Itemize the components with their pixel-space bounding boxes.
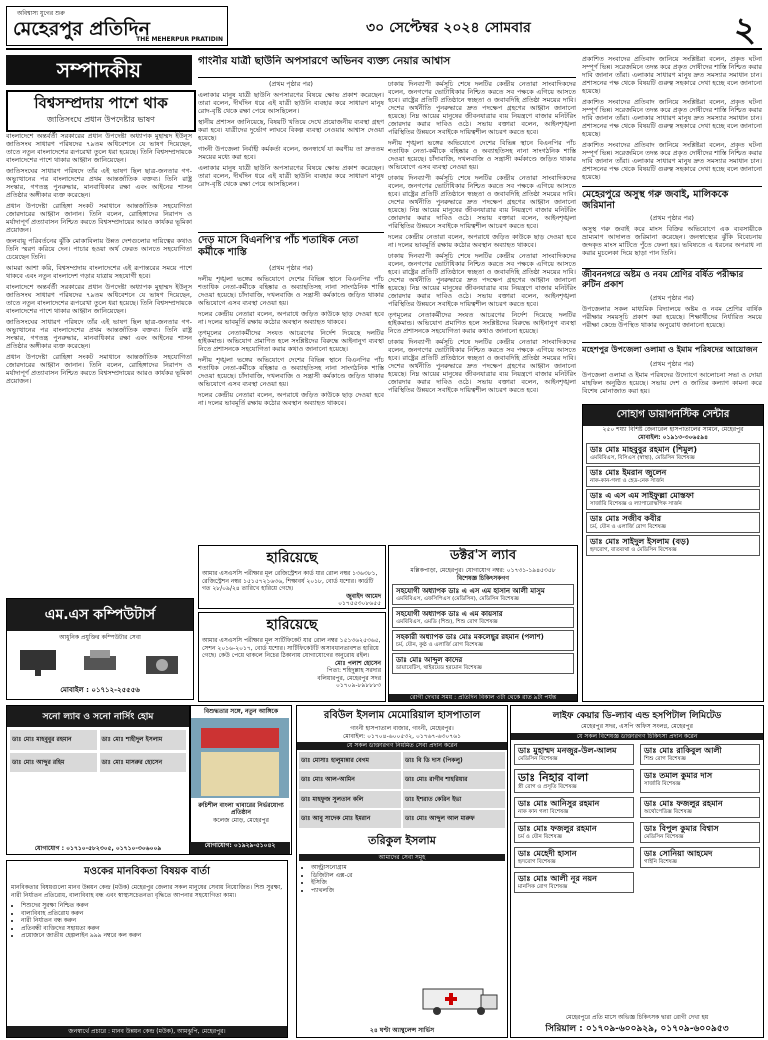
ad-lifecare-hospital	[510, 705, 764, 1038]
ad-doctors-lab-footer: রোগী দেখার সময় : প্রতিদিন বিকাল ৩টা থেকে রাত ৯টা পর্যন্ত	[389, 694, 577, 702]
ad-doctors-lab-section: বিশেষজ্ঞ চিকিৎসকগণ	[457, 574, 509, 582]
paper-name: মেহেরপুর প্রতিদিন	[13, 18, 150, 40]
editorial-paragraph: আমরা আশা করি, বিশ্বসম্প্রদায় বাংলাদেশের এই রূপান্তরের সময়ে পাশে থাকবে এবং নতুন বাংলাদেশ গড়ার যাত্রায় সহযোগী হবে।	[6, 264, 192, 280]
editorial-subhead: জাতিসংঘে প্রধান উপদেষ্টার ভাষণ	[47, 115, 155, 125]
ad-computers-contact: মোবাইল : ০১৭১২-২৫৫৫৬	[60, 685, 140, 694]
mid-paragraph: দলের কেন্দ্রীয় নেতারা বলেন, অপরাধে জড়িত কাউকে ছাড় দেওয়া হবে না। দলের ভাবমূর্তি রক্ষায় কঠোর অবস্থান অব্যাহত থাকবে।	[388, 233, 576, 249]
editorial-paragraph: জাতিসংঘের সাধারণ পরিষদে তাঁর এই ভাষণ ছিল ছাত্র-জনতার গণ-অভ্যুত্থানের পর বাংলাদেশের প্রথম আন্তর্জাতিক বক্তব্য। তিনি রাষ্ট্র সংস্কার, গণতন্ত্র পুনরুদ্ধার, মানবাধিকার রক্ষা এবং আইনের শাসন প্রতিষ্ঠার অঙ্গীকার ব্যক্ত করেছেন।	[6, 167, 192, 199]
lost-notice-1	[198, 545, 386, 609]
story2-headline: দেড় মাসে বিএনপি'র পাঁচ শতাধিক নেতা কর্মীকে শাস্তি	[198, 235, 359, 258]
ad-rabiul-services-title: আমাদের সেবা সমূহ	[299, 854, 505, 862]
doctor-name: ডাঃ মোসাঃ হালুমান্নার বেগম	[299, 752, 401, 770]
lead-paragraph: গাংনী উপজেলা নির্বাহী কর্মকর্তা বলেন, জনস্বার্থে যা করণীয় তা দ্রুততম সময়ের মধ্যে করা হবে।	[198, 145, 384, 161]
editorial-paragraph: বাংলাদেশে অন্তর্বর্তী সরকারের প্রধান উপদেষ্টা অধ্যাপক মুহাম্মদ ইউনূস জাতিসংঘ সাধারণ পরিষদের ৭৯তম অধিবেশনে যে ভাষণ দিয়েছেন, তাতে নতুন বাংলাদেশের রূপরেখা তুলে ধরা হয়েছে। তিনি বিশ্বসম্প্রদায়কে বাংলাদেশের পাশে থাকার আহ্বান জানিয়েছেন।	[6, 283, 192, 315]
doctor-name: ডাঃ মোঃ আব্দুল কাদের	[396, 656, 463, 664]
ad-doctors-lab-address: মল্লিকপাড়া, মেহেরপুর। যোগাযোগ নম্বর: ০১৭৩১-১৯৪৫৩৫৮	[410, 567, 556, 574]
doctor-name: ডাঃ মোঃ সাইদুল ইসলাম (বড়)	[590, 537, 690, 546]
doctor-entry	[586, 512, 760, 533]
doctor-desc: নাক-কান-গলা ও হেড-নেক সার্জন	[590, 478, 664, 484]
date-line: ৩০ সেপ্টেম্বর ২০২৪ সোমবার	[366, 20, 531, 36]
monitor-icon	[18, 648, 58, 678]
doctor-name: ডাঃ মোঃ ইমরান জুলেন	[590, 468, 667, 477]
doctor-desc: স্ত্রী রোগ ও প্রসূতি বিশেষজ্ঞ	[518, 784, 577, 790]
lost-name: মোঃ পলাশ হোসেন	[335, 659, 381, 667]
doctor-name: ডাঃ এ এস এম সাইফুল্লা মোস্তফা	[590, 491, 694, 500]
list-item: • প্যাথলজি	[311, 887, 507, 895]
ad-sono-doctors	[7, 727, 189, 775]
lead-cont: (প্রথম পৃষ্ঠার পর)	[269, 80, 313, 88]
ad-rabiul-hospital	[296, 705, 508, 1038]
story4-cont: (প্রথম পৃষ্ঠার পর)	[650, 294, 694, 302]
ad-sohag-address: ২৫০ শয্যা বিশিষ্ট জেনারেল হাসপাতালের সামনে, মেহেরপুর	[602, 426, 744, 433]
doctor-desc: সার্জারি বিশেষজ্ঞ ও ল্যাপারোস্কপিক সার্জন	[590, 501, 682, 507]
ad-sohag-contact: মোবাইল: ০১৯১৩-৩০৬৫৯৪	[637, 433, 709, 441]
story3-cont: (প্রথম পৃষ্ঠার পর)	[650, 214, 694, 222]
doctor-entry	[514, 769, 634, 793]
doctor-desc: মেডিসিন বিশেষজ্ঞ	[644, 834, 684, 840]
ad-human-body: মানবিকতার বিষয়গুলো মানব উন্নয়ন কেন্দ্র (মউক) মেহেরপুর জেলার সকল মানুষের সেবায় নিয়োজিত। শিশু সুরক্ষা, নারী নির্যাতন প্রতিরোধ, বাল্যবিবাহ বন্ধ এবং স্বাস্থ্যসচেতনতা বৃদ্ধিতে আপনার সহযোগিতা কাম্য।	[11, 884, 283, 899]
doctor-desc: চর্ম, যৌন ও এলার্জি রোগ বিশেষজ্ঞ	[590, 524, 667, 530]
story5-headline-box	[582, 342, 762, 359]
ad-doctors-lab	[388, 545, 578, 702]
doctor-entry	[392, 607, 574, 628]
ad-restaurant-title: বিশুদ্ধতার সঙ্গে, নতুন আঙ্গিকে	[203, 708, 279, 715]
ad-lifecare-address: মেহেরপুর সদর, এসপি অফিস সংলগ্ন, মেহেরপুর	[581, 723, 693, 730]
doctor-name: ডাঃ মোঃ সজীব কবীর	[590, 514, 662, 523]
lost-notice-2	[198, 612, 386, 702]
ad-sono-doctor: ডাঃ মোঃ মাসরুর হোসেন	[100, 753, 187, 773]
ad-restaurant	[190, 705, 292, 855]
doctor-entry	[586, 535, 760, 556]
ad-doctors-lab-title: ডক্টর'স ল্যাব	[449, 548, 517, 563]
ad-rabiul-section: যে সকল ডাক্তারগণ নিয়মিত সেবা প্রদান করেন	[297, 742, 507, 750]
story2-body	[198, 264, 384, 540]
doctor-name: ডাঃ মাহফুজ সুলতান কলি	[299, 791, 401, 809]
doctor-entry	[392, 653, 574, 674]
doctor-desc: এমবিবিএস, বিসিএস (স্বাস্থ্য), মেডিসিন বিশেষজ্ঞ	[590, 455, 695, 461]
ad-lifecare-section: যে সকল বিশেষজ্ঞ ডাক্তারগণ চিকিৎসা প্রদান করেন	[511, 733, 763, 741]
doctor-desc: সার্জারি বিশেষজ্ঞ	[644, 781, 681, 787]
ad-computers-subtitle: আধুনিক প্রযুক্তির কম্পিউটার সেবা	[59, 634, 141, 641]
lost-phone: ০১৭৫৫৩০৮৬৫৫	[338, 600, 381, 607]
ad-human-title: মওকের মানবিকতা বিষয়ক বার্তা	[84, 866, 210, 877]
doctor-desc: নাক কান গলা বিশেষজ্ঞ	[518, 809, 569, 815]
ad-sono-contact: যোগাযোগ : ০১৭১০-৫৮২৩০৫, ০১৭১০-৩০৬০০৯	[34, 844, 162, 852]
lost-phone: ০১৭০৯-৮৯৮৮৮৩	[335, 682, 381, 689]
list-item: • বাল্যবিবাহ প্রতিরোধ করুন	[21, 910, 287, 918]
list-item: • প্রতিবন্ধী ব্যক্তিদের সহায়তা করুন	[21, 925, 287, 933]
doctor-desc: চর্ম, যৌন, কুষ্ঠ ও এলার্জি রোগ বিশেষজ্ঞ	[396, 642, 483, 648]
doctor-entry	[640, 769, 760, 793]
ad-lifecare-serial: সিরিয়াল : ০১৭০৯-৬০০৯২৯, ০১৭০৯-৬০০৯৫৩	[545, 1024, 729, 1034]
doctor-name: সহযোগী অধ্যাপক ডাঃ এ এস এম হাসান আলী মাসুম	[396, 587, 545, 595]
doctor-entry	[514, 822, 634, 843]
ad-computers-devices	[7, 648, 193, 678]
ad-rabiul-doctors	[297, 752, 507, 828]
editorial-paragraph: বাংলাদেশে অন্তর্বর্তী সরকারের প্রধান উপদেষ্টা অধ্যাপক মুহাম্মদ ইউনূস জাতিসংঘ সাধারণ পরিষদের ৭৯তম অধিবেশনে যে ভাষণ দিয়েছেন, তাতে নতুন বাংলাদেশের রূপরেখা তুলে ধরা হয়েছে। তিনি বিশ্বসম্প্রদায়কে বাংলাদেশের পাশে থাকার আহ্বান জানিয়েছেন।	[6, 132, 192, 164]
story2-cont: (প্রথম পৃষ্ঠার পর)	[269, 264, 313, 272]
doctor-name: ডাঃ মোঃ রাকিবুল আলী	[644, 746, 722, 755]
ad-restaurant-address: কলেজ মোড়, মেহেরপুর	[213, 816, 269, 824]
ad-rabiul-contact: মোবাইল: ০১৭০৪-৬০০৫৩২, ০১৭৬৭-৬৩০৭৬১	[342, 732, 462, 740]
ad-lifecare-title: লাইফ কেয়ার ডি-ল্যাব এন্ড হসপিটাল লিমিটেড	[552, 711, 722, 721]
story5-body	[582, 360, 762, 400]
doctor-entry	[392, 584, 574, 605]
mid-paragraph: দলীয় শৃঙ্খলা ভঙ্গের অভিযোগে দেশের বিভিন্ন স্থানে বিএনপির পাঁচ শতাধিক নেতা-কর্মীকে বহিষ্কার ও অব্যাহতিসহ নানা সাংগঠনিক শাস্তি দেওয়া হয়েছে। চাঁদাবাজি, দখলবাজি ও সন্ত্রাসী কর্মকাণ্ডে জড়িত থাকার অভিযোগে এসব ব্যবস্থা নেওয়া হয়।	[388, 139, 576, 171]
editorial-paragraph: জাতিসংঘের সাধারণ পরিষদে তাঁর এই ভাষণ ছিল ছাত্র-জনতার গণ-অভ্যুত্থানের পর বাংলাদেশের প্রথম আন্তর্জাতিক বক্তব্য। তিনি রাষ্ট্র সংস্কার, গণতন্ত্র পুনরুদ্ধার, মানবাধিকার রক্ষা এবং আইনের শাসন প্রতিষ্ঠার অঙ্গীকার ব্যক্ত করেছেন।	[6, 318, 192, 350]
lead-paragraph: এলাকার মানুষ যাত্রী ছাউনি অপসারণের বিষয়ে ক্ষোভ প্রকাশ করেছেন। তারা বলেন, দীর্ঘদিন ধরে এই যাত্রী ছাউনি ব্যবহার করে সাধারণ মানুষ রোদ-বৃষ্টি থেকে রক্ষা পেয়ে আসছিলেন।	[198, 91, 384, 115]
ad-human-footer: জনস্বার্থে প্রচারে : মানব উন্নয়ন কেন্দ্র (মউক), আমঝুপি, মেহেরপুর।	[7, 1026, 287, 1038]
doctor-entry	[640, 744, 760, 765]
lead-headline: গাংনীর যাত্রী ছাউনি অপসারণে অভিনব ব্যক্ত্য নেয়ার আশ্বাস	[198, 55, 451, 67]
story2-headline-box	[198, 232, 384, 263]
doctor-name: ডাঃ মোঃ ফজলুর রহমান	[518, 824, 597, 833]
ad-sohag-diagnostic	[582, 404, 764, 702]
doctor-entry	[514, 744, 634, 765]
editorial-headline: বিশ্বসম্প্রদায় পাশে থাক	[34, 94, 168, 112]
list-item: • প্রয়োজনে জাতীয় হেল্পলাইন ৯৯৯ নম্বরে কল করুন	[21, 932, 287, 940]
camera-icon	[142, 648, 182, 678]
editorial-body	[6, 132, 192, 592]
doctor-name: ডাঃ বি ডি দাস (পিকলু)	[403, 752, 505, 770]
mid-paragraph: ঢাকায় দিনব্যাপী কর্মসূচি শেষে দলটির কেন্দ্রীয় নেতারা সাংবাদিকদের বলেন, জনগণের ভোটাধিকার নিশ্চিত করতে সব পক্ষকে এগিয়ে আসতে হবে। রাষ্ট্রের প্রতিটি প্রতিষ্ঠানে স্বচ্ছতা ও জবাবদিহি প্রতিষ্ঠা সময়ের দাবি। দেশের অর্থনীতি পুনরুদ্ধারে দ্রুত পদক্ষেপ গ্রহণের আহ্বান জানানো হয়েছে। নিম্ন আয়ের মানুষের জীবনযাত্রার ব্যয় নিয়ন্ত্রণে বাজার মনিটরিং জোরদার করার দাবিও ওঠে। সভায় বক্তারা বলেন, আইনশৃঙ্খলা পরিস্থিতির উন্নয়নে সবাইকে দায়িত্বশীল আচরণ করতে হবে।	[388, 252, 576, 308]
story4-paragraph: উপজেলার সকল মাধ্যমিক বিদ্যালয়ে অষ্টম ও নবম শ্রেণির বার্ষিক পরীক্ষার সময়সূচি প্রকাশ করা হয়েছে। শিক্ষার্থীদের নির্ধারিত সময়ে পরীক্ষা কেন্দ্রে উপস্থিত থাকার অনুরোধ জানানো হয়েছে।	[582, 305, 762, 329]
doctor-entry	[640, 797, 760, 818]
doctor-name: সহযোগী অধ্যাপক ডাঃ এ এম কায়সার	[396, 610, 503, 618]
doctor-entry	[392, 630, 574, 651]
doctor-name: ডাঃ মোঃ আল-আমিন	[299, 771, 401, 789]
doctor-name: ডাঃ সোনিয়া আহমেদ	[644, 849, 713, 858]
list-item: • নারী নির্যাতন বন্ধ করুন	[21, 917, 287, 925]
doctor-desc: হৃদরোগ, বাতব্যথা ও মেডিসিন বিশেষজ্ঞ	[590, 547, 677, 553]
lead-headline-box	[198, 55, 576, 78]
ad-rabiul-services	[311, 864, 507, 894]
doctor-name: ডাঃ বিপুল কুমার বিশ্বাস	[644, 824, 719, 833]
doctor-name: ডাঃ নিহার বালা	[518, 771, 589, 784]
right-paragraph: প্রকাশিত সংবাদের প্রতিবাদ জানিয়ে সংশ্লিষ্টরা বলেন, প্রকৃত ঘটনা সম্পূর্ণ ভিন্ন। সরেজমিনে তদন্ত করে প্রকৃত দোষীদের শাস্তি নিশ্চিত করার দাবি জানান তাঁরা। এলাকার সাধারণ মানুষ দ্রুত সমস্যার সমাধান চান। প্রশাসনের পক্ষ থেকে বিষয়টি গুরুত্ব সহকারে দেখা হচ্ছে বলে জানানো হয়েছে।	[582, 55, 762, 95]
ad-sono-doctor: ডাঃ মোঃ শাহীদুল ইসলাম	[100, 730, 187, 750]
lead-body	[198, 80, 384, 228]
doctor-entry	[514, 872, 634, 893]
story4-headline-box	[582, 268, 762, 293]
mid-paragraph: ঢাকায় দিনব্যাপী কর্মসূচি শেষে দলটির কেন্দ্রীয় নেতারা সাংবাদিকদের বলেন, জনগণের ভোটাধিকার নিশ্চিত করতে সব পক্ষকে এগিয়ে আসতে হবে। রাষ্ট্রের প্রতিটি প্রতিষ্ঠানে স্বচ্ছতা ও জবাবদিহি প্রতিষ্ঠা সময়ের দাবি। দেশের অর্থনীতি পুনরুদ্ধারে দ্রুত পদক্ষেপ গ্রহণের আহ্বান জানানো হয়েছে। নিম্ন আয়ের মানুষের জীবনযাত্রার ব্যয় নিয়ন্ত্রণে বাজার মনিটরিং জোরদার করার দাবিও ওঠে। সভায় বক্তারা বলেন, আইনশৃঙ্খলা পরিস্থিতির উন্নয়নে সবাইকে দায়িত্বশীল আচরণ করতে হবে।	[388, 174, 576, 230]
doctor-desc: এমবিবিএস, এমডি (শিশু), শিশু রোগ বিশেষজ্ঞ	[396, 619, 498, 625]
doctor-name: ডাঃ মোঃ আব্দুল আল মারুফ	[403, 810, 505, 828]
doctor-entry	[586, 489, 760, 510]
lost-title: হারিয়েছে	[266, 550, 318, 566]
lost-title: হারিয়েছে	[266, 617, 318, 633]
mid-column-body	[388, 80, 576, 540]
page-number: ২	[733, 10, 756, 50]
doctor-name: ডাঃ মুহাম্মদ মনজুর-উল-আলম	[518, 746, 617, 755]
story2-paragraph: দলীয় শৃঙ্খলা ভঙ্গের অভিযোগে দেশের বিভিন্ন স্থানে বিএনপির পাঁচ শতাধিক নেতা-কর্মীকে বহিষ্কার ও অব্যাহতিসহ নানা সাংগঠনিক শাস্তি দেওয়া হয়েছে। চাঁদাবাজি, দখলবাজি ও সন্ত্রাসী কর্মকাণ্ডে জড়িত থাকার অভিযোগে এসব ব্যবস্থা নেওয়া হয়।	[198, 275, 384, 307]
doctor-name: ডাঃ মোঃ আনিসুর রহমান	[518, 799, 600, 808]
ad-restaurant-name: রুচিশীল বাংলা খাবারের নির্ভরযোগ্য প্রতিষ্ঠান	[198, 801, 284, 816]
ad-sohag-title: সোহাগ ডায়াগনস্টিক সেন্টার	[583, 405, 763, 426]
doctor-name: ডাঃ মোঃ মাহবুবুর রহমান (শিমুল)	[590, 445, 698, 454]
story3-body	[582, 214, 762, 264]
ad-restaurant-contact: যোগাযোগ: ০১৯২৯-৫১০৪২	[190, 842, 290, 854]
doctor-desc: মেডিসিন বিশেষজ্ঞ	[518, 756, 558, 762]
doctor-name: ডাঃ ইশরাত কেরিন ইভা	[403, 791, 505, 809]
doctor-desc: শিশু রোগ বিশেষজ্ঞ	[644, 756, 686, 762]
doctor-entry	[640, 847, 760, 868]
editorial-paragraph: প্রধান উপদেষ্টা রোহিঙ্গা সংকট সমাধানে আন্তর্জাতিক সহযোগিতা জোরদারের আহ্বান জানান। তিনি বলেন, রোহিঙ্গাদের নিরাপদ ও মর্যাদাপূর্ণ প্রত্যাবাসন নিশ্চিত করতে বিশ্বসম্প্রদায়ের আরও কার্যকর ভূমিকা প্রয়োজন।	[6, 353, 192, 385]
doctor-entry	[514, 797, 634, 818]
ad-lifecare-footer: মেহেরপুরে প্রতি মাসে অভিজ্ঞ চিকিৎসক দ্বারা রোগী দেখা হয়	[565, 1013, 709, 1021]
doctor-desc: অর্থোপেডিক্স বিশেষজ্ঞ	[644, 809, 692, 815]
ad-rabiul-address: গাংনী হাসপাতাল বাজার, গাংনী, মেহেরপুর।	[350, 725, 454, 732]
doctor-name: ডাঃ মোঃ ফজলুর রহমান	[644, 799, 723, 808]
story2-paragraph: দলীয় শৃঙ্খলা ভঙ্গের অভিযোগে দেশের বিভিন্ন স্থানে বিএনপির পাঁচ শতাধিক নেতা-কর্মীকে বহিষ্কার ও অব্যাহতিসহ নানা সাংগঠনিক শাস্তি দেওয়া হয়েছে। চাঁদাবাজি, দখলবাজি ও সন্ত্রাসী কর্মকাণ্ডে জড়িত থাকার অভিযোগে এসব ব্যবস্থা নেওয়া হয়।	[198, 356, 384, 388]
doctor-name: ডাঃ মেহেদী হাসান	[518, 849, 577, 858]
lost-address: বলিয়ারপুর, মেহেরপুর সদর	[317, 674, 381, 682]
editorial-paragraph: প্রধান উপদেষ্টা রোহিঙ্গা সংকট সমাধানে আন্তর্জাতিক সহযোগিতা জোরদারের আহ্বান জানান। তিনি বলেন, রোহিঙ্গাদের নিরাপদ ও মর্যাদাপূর্ণ প্রত্যাবাসন নিশ্চিত করতে বিশ্বসম্প্রদায়ের আরও কার্যকর ভূমিকা প্রয়োজন।	[6, 202, 192, 234]
printer-icon	[80, 648, 120, 678]
editorial-headline-box	[6, 90, 196, 132]
ad-rabiul-footer: ২৪ ঘণ্টা অ্যাম্বুলেন্স সার্ভিস	[369, 1026, 435, 1034]
doctor-desc: চর্ম ও যৌন বিশেষজ্ঞ	[518, 834, 562, 840]
doctor-desc: ডায়াবেটিস, থাইরয়েড হরমোন বিশেষজ্ঞ	[396, 665, 482, 671]
mid-paragraph: ঢাকায় দিনব্যাপী কর্মসূচি শেষে দলটির কেন্দ্রীয় নেতারা সাংবাদিকদের বলেন, জনগণের ভোটাধিকার নিশ্চিত করতে সব পক্ষকে এগিয়ে আসতে হবে। রাষ্ট্রের প্রতিটি প্রতিষ্ঠানে স্বচ্ছতা ও জবাবদিহি প্রতিষ্ঠা সময়ের দাবি। দেশের অর্থনীতি পুনরুদ্ধারে দ্রুত পদক্ষেপ গ্রহণের আহ্বান জানানো হয়েছে। নিম্ন আয়ের মানুষের জীবনযাত্রার ব্যয় নিয়ন্ত্রণে বাজার মনিটরিং জোরদার করার দাবিও ওঠে। সভায় বক্তারা বলেন, আইনশৃঙ্খলা পরিস্থিতির উন্নয়নে সবাইকে দায়িত্বশীল আচরণ করতে হবে।	[388, 80, 576, 136]
story2-paragraph: দলের কেন্দ্রীয় নেতারা বলেন, অপরাধে জড়িত কাউকে ছাড় দেওয়া হবে না। দলের ভাবমূর্তি রক্ষায় কঠোর অবস্থান অব্যাহত থাকবে।	[198, 310, 384, 326]
ad-sono-doctor: ডাঃ মোঃ মাহবুবুর রহমান	[10, 730, 97, 750]
doctor-entry	[586, 443, 760, 464]
story4-headline: জীবননগরে অষ্টম ও নবম শ্রেণির বর্ষিত পরীক্ষার রুটিন প্রকাশ	[582, 270, 744, 290]
mid-paragraph: ঢাকায় দিনব্যাপী কর্মসূচি শেষে দলটির কেন্দ্রীয় নেতারা সাংবাদিকদের বলেন, জনগণের ভোটাধিকার নিশ্চিত করতে সব পক্ষকে এগিয়ে আসতে হবে। রাষ্ট্রের প্রতিটি প্রতিষ্ঠানে স্বচ্ছতা ও জবাবদিহি প্রতিষ্ঠা সময়ের দাবি। দেশের অর্থনীতি পুনরুদ্ধারে দ্রুত পদক্ষেপ গ্রহণের আহ্বান জানানো হয়েছে। নিম্ন আয়ের মানুষের জীবনযাত্রার ব্যয় নিয়ন্ত্রণে বাজার মনিটরিং জোরদার করার দাবিও ওঠে। সভায় বক্তারা বলেন, আইনশৃঙ্খলা পরিস্থিতির উন্নয়নে সবাইকে দায়িত্বশীল আচরণ করতে হবে।	[388, 338, 576, 394]
doctor-desc: গাইনি বিশেষজ্ঞ	[644, 859, 678, 865]
lost-father: পিতা: শহিদুল্লাহ সরদার	[326, 667, 381, 674]
lead-paragraph: এলাকার মানুষ যাত্রী ছাউনি অপসারণের বিষয়ে ক্ষোভ প্রকাশ করেছেন। তারা বলেন, দীর্ঘদিন ধরে এই যাত্রী ছাউনি ব্যবহার করে সাধারণ মানুষ রোদ-বৃষ্টি থেকে রক্ষা পেয়ে আসছিলেন।	[198, 164, 384, 188]
doctor-name: ডাঃ তমাল কুমার দাস	[644, 771, 713, 780]
doctor-name: ডাঃ আবু সাদেক মোঃ ইমরান	[299, 810, 401, 828]
story5-paragraph: উপজেলা ওলামা ও ইমাম পরিষদের উদ্যোগে আলোচনা সভা ও দোয়া মাহফিল অনুষ্ঠিত হয়েছে। সভায় দেশ ও জাতির কল্যাণ কামনা করে বিশেষ মোনাজাত করা হয়।	[582, 371, 762, 395]
ad-computers	[6, 598, 194, 700]
ambulance-icon	[421, 983, 501, 1017]
doctor-entry	[586, 466, 760, 487]
doctor-name: ডাঃ মোঃ আলী নূর নয়ন	[518, 874, 597, 883]
ad-computers-title: এম.এস কম্পিউটার্স	[7, 599, 193, 631]
story5-cont: (প্রথম পৃষ্ঠার পর)	[650, 360, 694, 368]
doctor-desc: মানসিক রোগ বিশেষজ্ঞ	[518, 884, 568, 890]
story3-headline-box	[582, 186, 762, 213]
ad-human-list	[21, 902, 287, 940]
ad-rabiul-title: রবিউল ইসলাম মেমোরিয়াল হাসপাতাল	[323, 710, 481, 721]
mid-paragraph: তৃণমূলের নেতাকর্মীদের সংযত আচরণের নির্দেশ দিয়েছে দলটির হাইকমান্ড। অভিযোগ প্রমাণিত হলে সংশ্লিষ্টদের বিরুদ্ধে আইনানুগ ব্যবস্থা নিতে প্রশাসনকে সহযোগিতা করার কথাও জানানো হয়েছে।	[388, 311, 576, 335]
doctor-name: ডাঃ মোঃ রাগীব শাহরিয়ার	[403, 771, 505, 789]
story3-paragraph: অসুস্থ গরু জবাই করে মাংস বিক্রির অভিযোগে এক ব্যবসায়ীকে ভ্রাম্যমাণ আদালত জরিমানা করেছেন। জনস্বাস্থ্যের ঝুঁকি বিবেচনায় জব্দকৃত মাংস মাটিতে পুঁতে ফেলা হয়। ভবিষ্যতে এ ধরনের অপরাধ না করার মুচলেকা দিয়ে ছাড়া পান তিনি।	[582, 225, 762, 257]
lost-name: জুবাইদ আমেদ	[346, 592, 381, 600]
story2-paragraph: তৃণমূলের নেতাকর্মীদের সংযত আচরণের নির্দেশ দিয়েছে দলটির হাইকমান্ড। অভিযোগ প্রমাণিত হলে সংশ্লিষ্টদের বিরুদ্ধে আইনানুগ ব্যবস্থা নিতে প্রশাসনকে সহযোগিতা করার কথাও জানানো হয়েছে।	[198, 329, 384, 353]
ad-sono-doctor: ডাঃ মোঃ আব্দুর রহিম	[10, 753, 97, 773]
editorial-banner: সম্পাদকীয়	[6, 55, 192, 85]
lost-body: আমার এসএসসি পরীক্ষার মূল সার্টিফিকেট যার রোল নম্বর ১৫১৩৬২৫৩৬৫, সেশন ২০১৬-২০১৭, বোর্ড যশোর। সার্টিফিকেটটি অসাবধানতাবশত হারিয়ে গেছে। কেউ পেয়ে থাকলে নিচের ঠিকানায় যোগাযোগের অনুরোধ রইল।	[202, 637, 381, 659]
page-header	[6, 4, 762, 50]
doctor-entry	[514, 847, 634, 868]
story5-headline: মহেশপুর উপজেলা ওলামা ও ইমাম পরিষদের আয়োজন	[582, 345, 758, 354]
list-item: • শিশুদের সুরক্ষা নিশ্চিত করুন	[21, 902, 287, 910]
story2-paragraph: দলের কেন্দ্রীয় নেতারা বলেন, অপরাধে জড়িত কাউকে ছাড় দেওয়া হবে না। দলের ভাবমূর্তি রক্ষায় কঠোর অবস্থান অব্যাহত থাকবে।	[198, 391, 384, 407]
right-paragraph: প্রকাশিত সংবাদের প্রতিবাদ জানিয়ে সংশ্লিষ্টরা বলেন, প্রকৃত ঘটনা সম্পূর্ণ ভিন্ন। সরেজমিনে তদন্ত করে প্রকৃত দোষীদের শাস্তি নিশ্চিত করার দাবি জানান তাঁরা। এলাকার সাধারণ মানুষ দ্রুত সমস্যার সমাধান চান। প্রশাসনের পক্ষ থেকে বিষয়টি গুরুত্ব সহকারে দেখা হচ্ছে বলে জানানো হয়েছে।	[582, 141, 762, 181]
lead-paragraph: স্থানীয় প্রশাসন জানিয়েছে, বিষয়টি খতিয়ে দেখে প্রয়োজনীয় ব্যবস্থা গ্রহণ করা হবে। যাত্রীদের দুর্ভোগ লাঘবে বিকল্প ব্যবস্থা নেওয়ার আশ্বাস দেওয়া হয়েছে।	[198, 118, 384, 142]
ad-sono-title: সনো ল্যাব ও সনো নার্সিং হোম	[7, 706, 189, 727]
right-paragraph: প্রকাশিত সংবাদের প্রতিবাদ জানিয়ে সংশ্লিষ্টরা বলেন, প্রকৃত ঘটনা সম্পূর্ণ ভিন্ন। সরেজমিনে তদন্ত করে প্রকৃত দোষীদের শাস্তি নিশ্চিত করার দাবি জানান তাঁরা। এলাকার সাধারণ মানুষ দ্রুত সমস্যার সমাধান চান। প্রশাসনের পক্ষ থেকে বিষয়টি গুরুত্ব সহকারে দেখা হচ্ছে বলে জানানো হয়েছে।	[582, 98, 762, 138]
right-column-body	[582, 55, 762, 183]
restaurant-photo	[191, 718, 289, 798]
doctor-name: সহকারী অধ্যাপক ডাঃ মোঃ মকলেছুর রহমান (পলাশ)	[396, 633, 544, 641]
masthead	[6, 6, 228, 46]
doctor-desc: এমবিবিএস, এফসিপিএস (মেডিসিন), মেডিসিন বিশেষজ্ঞ	[396, 596, 519, 602]
list-item: • আল্ট্রাসনোগ্রাম	[311, 864, 507, 872]
editorial-paragraph: জলবায়ু পরিবর্তনের ঝুঁকি মোকাবিলায় উন্নত দেশগুলোর দায়িত্বের কথাও তিনি স্মরণ করিয়ে দেন। পাচার হওয়া অর্থ ফেরত আনতে সহযোগিতা চেয়েছেন তিনি।	[6, 237, 192, 261]
list-item: • ডিজিটাল এক্স-রে	[311, 872, 507, 880]
paper-name-en: THE MEHERPUR PRATIDIN	[136, 36, 223, 43]
story3-headline: মেহেরপুরে অসুস্থ গরু জবাই, মালিককে জরিমানা	[582, 189, 729, 211]
masthead-tagline: অবিশ্বাস্য যুগের শুরু	[17, 10, 65, 17]
list-item: • ইসিজি	[311, 879, 507, 887]
ad-lifecare-doctors	[511, 742, 763, 895]
ad-sono-lab	[6, 705, 190, 855]
lost-body: আমার এসএসসি পরীক্ষার মূল রেজিস্ট্রেশন কার্ড যার রোল নম্বর ১৩৬৩৮১, রেজিস্ট্রেশন নম্বর ১৫১৫৭২১৬৩৬, শিক্ষাবর্ষ ২০১৮, বোর্ড যশোর। কার্ডটি গত ২৮/০৯/২৪ তারিখে হারিয়ে গেছে।	[202, 570, 378, 592]
ad-human-message	[6, 860, 288, 1038]
story4-body	[582, 294, 762, 338]
doctor-entry	[640, 822, 760, 843]
doctor-desc: হৃদরোগ বিশেষজ্ঞ	[518, 859, 556, 865]
ad-rabiul-highlight: তরিকুল ইসলাম	[368, 833, 436, 847]
